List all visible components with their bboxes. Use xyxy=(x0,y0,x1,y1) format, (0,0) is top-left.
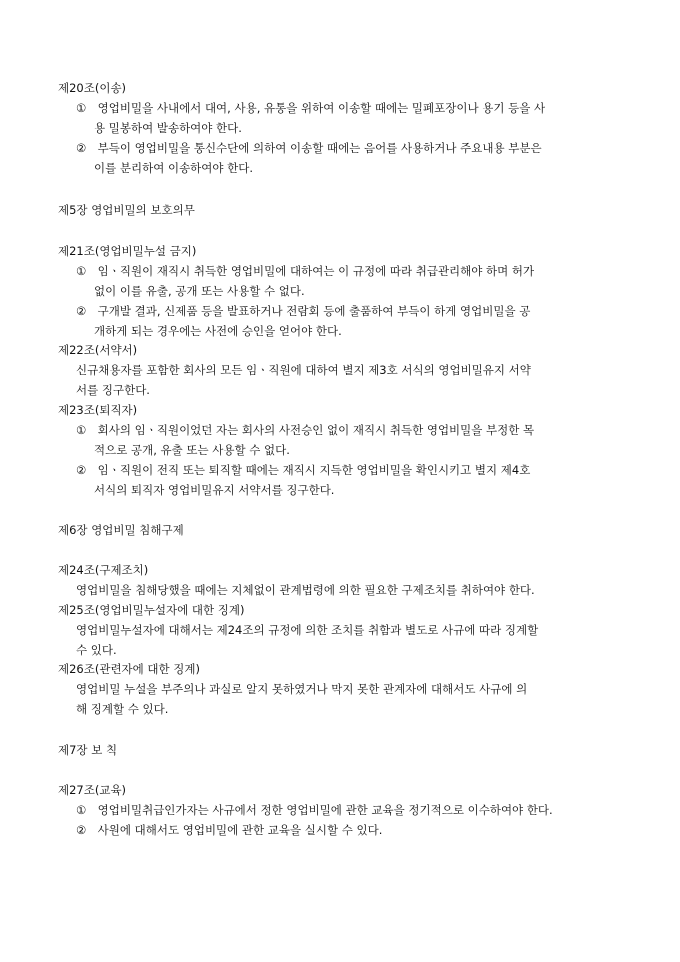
item-number: ① xyxy=(76,101,87,115)
item-number: ② xyxy=(76,141,87,155)
article-20-item-1 xyxy=(76,100,545,116)
article-21-item-2 xyxy=(76,303,530,319)
item-text: 회사의 임ㆍ직원이었던 자는 회사의 사전승인 없이 재직시 취득한 영업비밀을 부정한 목 xyxy=(97,423,535,437)
article-27-item-2 xyxy=(76,822,382,838)
item-number: ② xyxy=(76,823,87,837)
article-21-title: 제21조(영업비밀누설 금지) xyxy=(58,244,197,258)
article-23-title: 제23조(퇴직자) xyxy=(58,403,138,417)
article-24-text: 영업비밀을 침해당했을 때에는 지체없이 관계법령에 의한 필요한 구제조치를 취하여야 한다. xyxy=(76,583,535,597)
article-23-item-2 xyxy=(76,462,530,478)
item-number: ① xyxy=(76,803,87,817)
article-26-text-cont: 해 징계할 수 있다. xyxy=(76,702,169,716)
item-number: ② xyxy=(76,463,87,477)
article-26-title: 제26조(관련자에 대한 징계) xyxy=(58,662,201,676)
item-text: 영업비밀취급인가자는 사규에서 정한 영업비밀에 관한 교육을 정기적으로 이수하여야 한다. xyxy=(97,803,553,817)
article-22-text-cont: 서를 징구한다. xyxy=(76,383,150,397)
article-23-item-1 xyxy=(76,422,534,438)
item-text: 임ㆍ직원이 전직 또는 퇴직할 때에는 재직시 지득한 영업비밀을 확인시키고 별지 제4호 xyxy=(97,463,531,477)
article-21-item-1 xyxy=(76,263,534,279)
article-25-text-cont: 수 있다. xyxy=(76,643,117,657)
article-23-item-2-cont: 서식의 퇴직자 영업비밀유지 서약서를 징구한다. xyxy=(94,483,335,497)
article-20-title: 제20조(이송) xyxy=(58,81,127,95)
article-25-text: 영업비밀누설자에 대해서는 제24조의 규정에 의한 조치를 취함과 별도로 사규에 따라 징계할 xyxy=(76,623,539,637)
article-20-item-2 xyxy=(76,140,542,156)
article-23-item-1-cont: 적으로 공개, 유출 또는 사용할 수 없다. xyxy=(94,443,290,457)
item-text: 영업비밀을 사내에서 대여, 사용, 유통을 위하여 이송할 때에는 밀폐포장이나 용기 등을 사 xyxy=(97,101,546,115)
item-text: 임ㆍ직원이 재직시 취득한 영업비밀에 대하여는 이 규정에 따라 취급관리해야 하며 허가 xyxy=(97,264,535,278)
item-number: ① xyxy=(76,264,87,278)
chapter-6-title: 제6장 영업비밀 침해구제 xyxy=(58,523,184,537)
article-24-title: 제24조(구제조치) xyxy=(58,563,149,577)
chapter-7-title: 제7장 보 칙 xyxy=(58,743,118,757)
item-text: 부득이 영업비밀을 통신수단에 의하여 이송할 때에는 음어를 사용하거나 주요내용 부분은 xyxy=(97,141,542,155)
item-number: ① xyxy=(76,423,87,437)
item-text: 구개발 결과, 신제품 등을 발표하거나 전람회 등에 출품하여 부득이 하게 영업비밀을 공 xyxy=(97,304,531,318)
article-21-item-2-cont: 개하게 되는 경우에는 사전에 승인을 얻어야 한다. xyxy=(94,324,342,338)
article-27-item-1 xyxy=(76,802,553,818)
chapter-5-title: 제5장 영업비밀의 보호의무 xyxy=(58,203,195,217)
article-26-text: 영업비밀 누설을 부주의나 과실로 알지 못하였거나 막지 못한 관계자에 대해서도 사규에 의 xyxy=(76,682,528,696)
article-21-item-1-cont: 없이 이를 유출, 공개 또는 사용할 수 없다. xyxy=(94,284,305,298)
item-text: 사원에 대해서도 영업비밀에 관한 교육을 실시할 수 있다. xyxy=(97,823,383,837)
article-25-title: 제25조(영업비밀누설자에 대한 징계) xyxy=(58,603,245,617)
article-22-text: 신규채용자를 포함한 회사의 모든 임ㆍ직원에 대하여 별지 제3호 서식의 영업비밀유지 서약 xyxy=(76,363,531,377)
article-20-item-1-cont: 용 밀봉하여 발송하여야 한다. xyxy=(94,121,242,135)
item-number: ② xyxy=(76,304,87,318)
article-27-title: 제27조(교육) xyxy=(58,783,127,797)
article-22-title: 제22조(서약서) xyxy=(58,343,138,357)
article-20-item-2-cont: 이를 분리하여 이송하여야 한다. xyxy=(94,161,254,175)
